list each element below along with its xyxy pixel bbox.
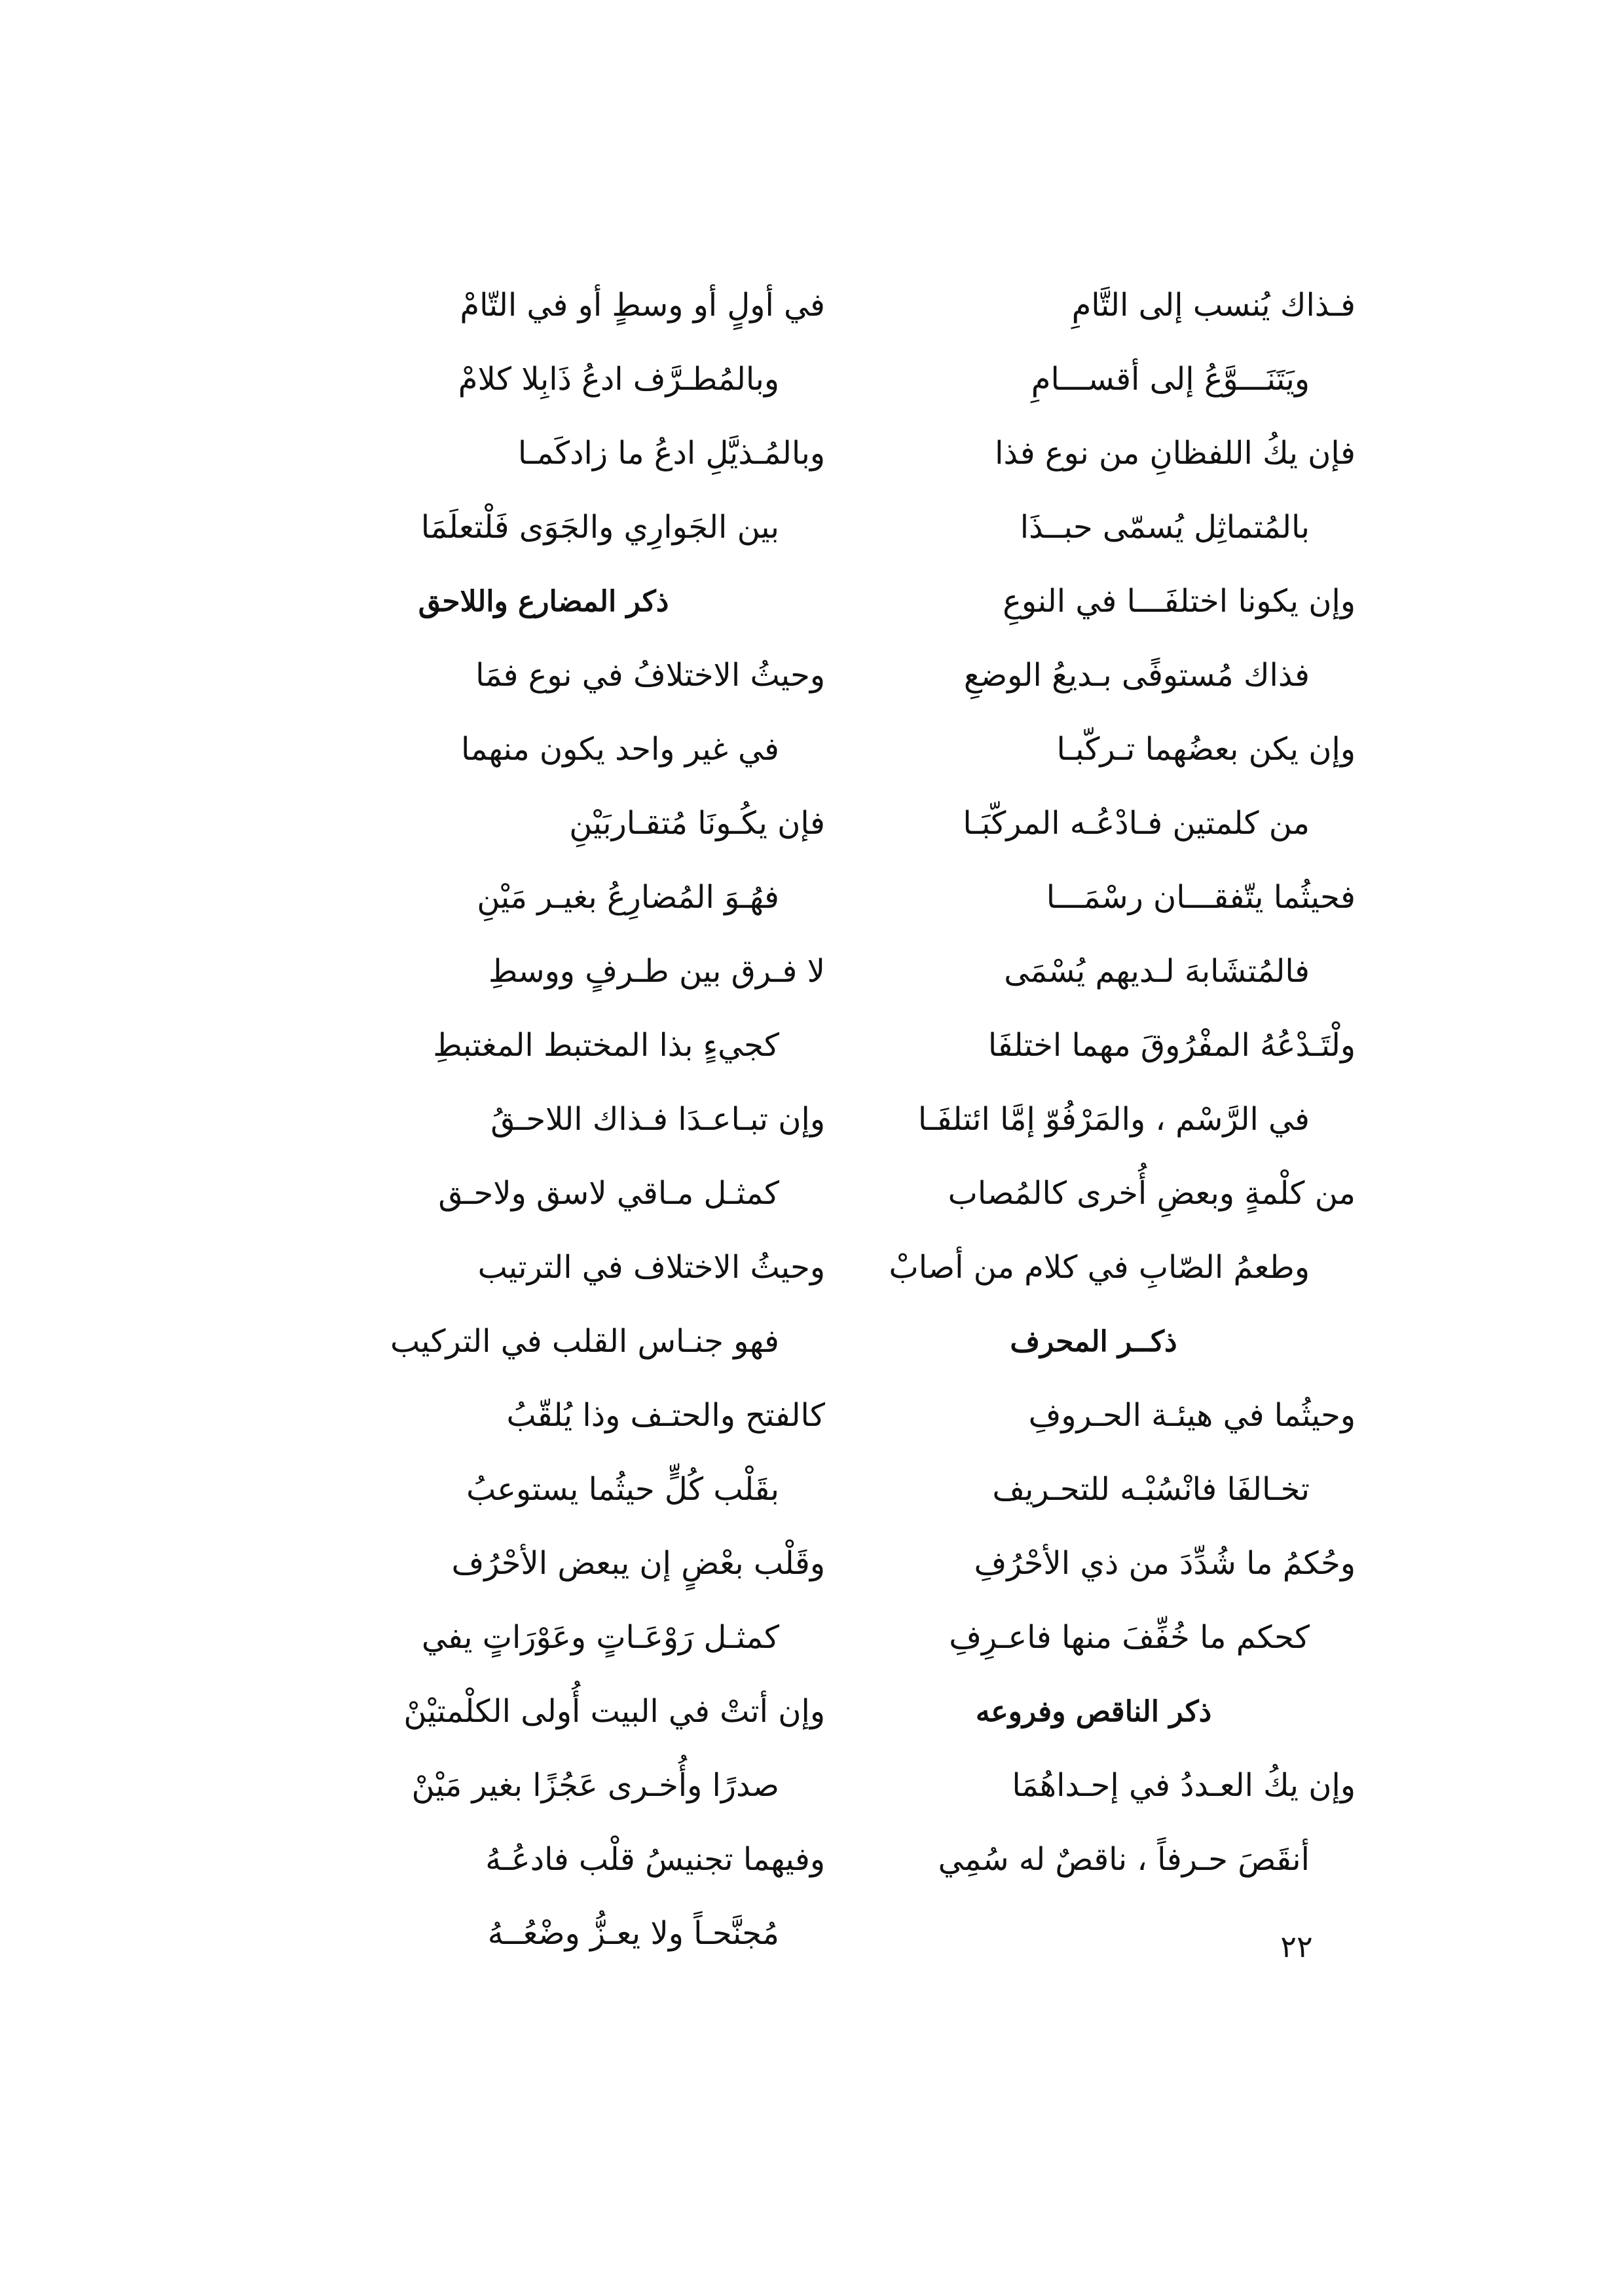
section-heading: ذكــر المحرف [1010,1325,1177,1358]
verse-line: بالمُتماثِل يُسمّى حبــذَا [1020,509,1310,546]
section-heading: ذكر المضارع واللاحق [418,585,669,618]
verse-line: وطعمُ الصّابِ في كلام من أصابْ [889,1249,1310,1286]
verse-line: وحيثُ الاختلاف في الترتيب [477,1249,825,1286]
verse-line: ولْتَـدْعُهُ المفْرُوقَ مهما اختلفَا [987,1027,1356,1064]
verse-line: وقَلْب بعْضٍ إن يبعض الأحْرُف [451,1545,825,1582]
verse-line: بقَلْب كُلٍّ حيثُما يستوعبُ [466,1471,779,1508]
verse-line: فـذاك يُنسب إلى التَّامِ [1071,287,1356,324]
verse-line: كجيءٍ بذا المختبط المغتبطِ [433,1027,779,1064]
verse-line: وبالمُطـرَّف ادعُ ذَابِلا كلامْ [458,361,779,398]
verse-line: كمثـل رَوْعَـاتٍ وعَوْرَاتٍ يفي [421,1619,779,1656]
verse-line: لا فـرق بين طـرفٍ ووسطِ [488,953,825,990]
verse-line: فهو جنـاس القلب في التركيب [390,1323,779,1360]
verse-line: من كلْمةٍ وبعضِ أُخرى كالمُصاب [948,1175,1356,1212]
verse-line: وحُكمُ ما شُدِّدَ من ذي الأحْرُفِ [974,1545,1356,1582]
verse-line: ويَتَنَـــوَّعُ إلى أقســـامِ [1031,361,1310,398]
section-heading: ذكر الناقص وفروعه [975,1695,1212,1728]
verse-line: وإن أتتْ في البيت أُولى الكلْمتيْنْ [403,1693,825,1730]
verse-line: وفيهما تجنيسُ قلْب فادعُـهُ [485,1841,825,1878]
verse-line: وإن يكونا اختلفَـــا في النوعِ [1003,583,1356,620]
verse-line: وحيثُ الاختلافُ في نوع فمَا [475,657,825,694]
verse-line: وإن يكُ العـددُ في إحـداهُمَا [1012,1767,1356,1804]
verse-line: كحكم ما خُفِّفَ منها فاعـرِفِ [949,1619,1310,1656]
verse-line: أنقَصَ حـرفاً ، ناقصٌ له سُمِي [938,1841,1310,1878]
verse-line: بين الجَوارِي والجَوَى فَلْتعلَمَا [420,509,779,546]
verse-line: فإن يكُـونَا مُتقـاربَيْنِ [569,805,825,842]
verse-line: في أولٍ أو وسطٍ أو في التّامْ [460,287,825,324]
verse-line: فهُـوَ المُضارِعُ بغيـر مَيْنِ [477,879,779,916]
verse-line: تخـالفَا فانْسُبْـه للتحـريف [992,1471,1310,1508]
verse-line: فذاك مُستوفًى بـديعُ الوضعِ [963,657,1310,694]
verse-line: وإن يكن بعضُهما تـركّبـا [1056,731,1356,768]
verse-line: كالفتح والحتـف وذا يُلقّبُ [506,1397,825,1434]
verse-line: وحيثُما في هيئـة الحـروفِ [1028,1397,1356,1434]
left-text-column [262,269,825,1971]
verse-line: وبالمُـذيَّلِ ادعُ ما زادكَمـا [517,435,825,472]
verse-line: فالمُتشَابهَ لـديهم يُسْمَى [1004,953,1310,990]
verse-line: صدرًا وأُخـرى عَجُزًا بغير مَيْنْ [411,1767,779,1804]
verse-line: فحيثُما يتّفقـــان رسْمَـــا [1046,879,1356,916]
verse-line: مُجنَّحـاً ولا يعـزُّ وضْعُــهُ [487,1915,779,1952]
verse-line: وإن تبـاعـدَا فـذاك اللاحـقُ [490,1101,825,1138]
verse-line: فإن يكُ اللفظانِ من نوع فذا [995,435,1356,472]
verse-line: في الرَّسْم ، والمَرْفُوّ إمَّا ائتلفَـا [917,1101,1310,1138]
verse-line: كمثـل مـاقي لاسق ولاحـق [438,1175,779,1212]
right-text-column [832,269,1356,1897]
verse-line: في غير واحد يكون منهما [460,731,779,768]
page-number: ٢٢ [1280,1929,1313,1964]
verse-line: من كلمتين فـادْعُـه المركّبَـا [963,805,1310,842]
